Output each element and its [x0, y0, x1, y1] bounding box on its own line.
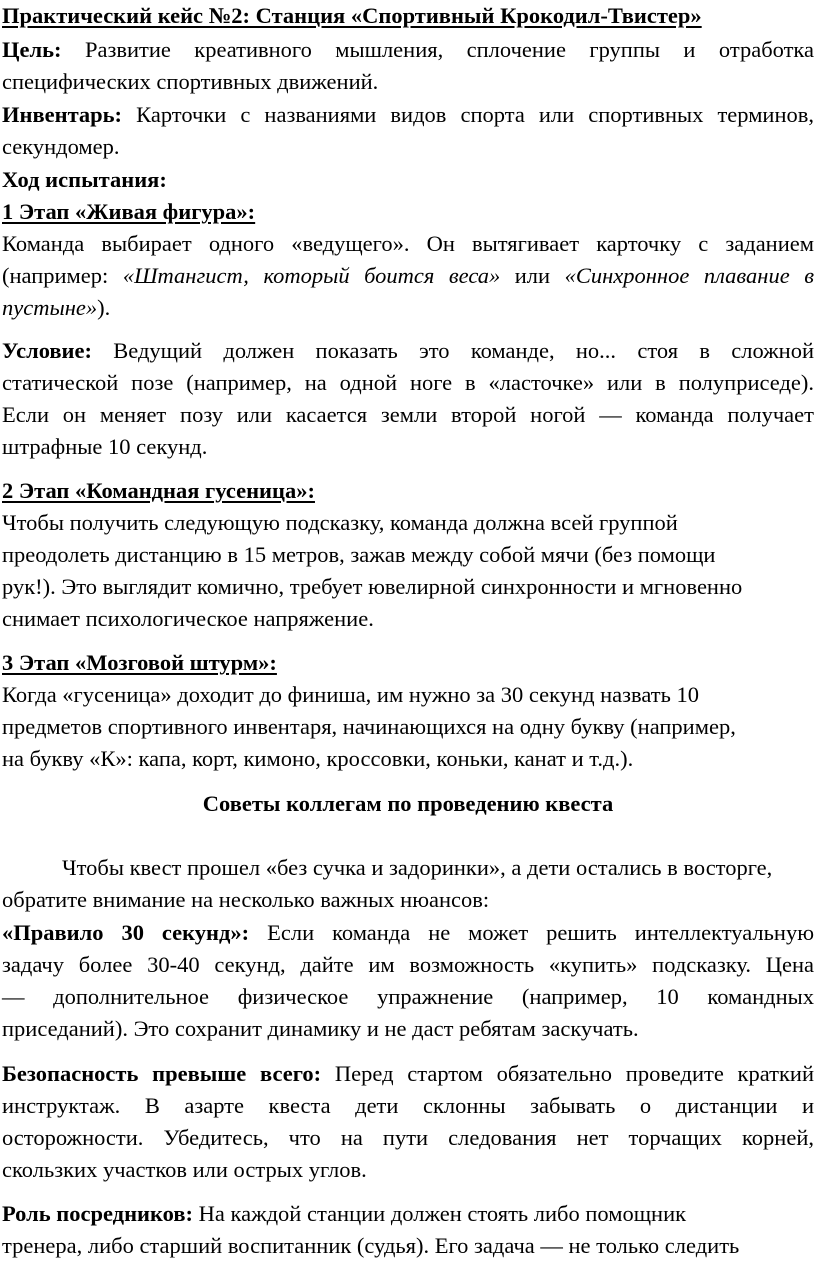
safety-text-2: инструктаж. В азарте квеста дети склонны забывать о дистанции и: [2, 1093, 814, 1118]
stage3-heading: 3 Этап «Мозговой штурм»:: [2, 650, 277, 675]
stage1-text-3: [2, 292, 814, 324]
mediators-label: Роль посредников:: [2, 1201, 193, 1226]
stage2-heading: 2 Этап «Командная гусеница»:: [2, 478, 315, 503]
stage2-text-1: Чтобы получить следующую подсказку, команда должна всей группой: [2, 510, 678, 535]
stage2-text-3: рук!). Это выглядит комично, требует ювелирной синхронности и мгновенно: [2, 574, 743, 599]
condition-text-2: статической позе (например, на одной ноге в «ласточке» или в полуприседе).: [2, 370, 814, 395]
inventory-text-1: Карточки с названиями видов спорта или спортивных терминов,: [136, 102, 815, 127]
stage3-text-1: Когда «гусеница» доходит до финиша, им нужно за 30 секунд назвать 10: [2, 682, 700, 707]
condition-line-1: [2, 335, 814, 367]
rule30-text-1: Если команда не может решить интеллектуальную: [267, 920, 815, 945]
stage3-text-2: предметов спортивного инвентаря, начинающихся на одну букву (например,: [2, 714, 736, 739]
stage1-text-3-post: ).: [97, 295, 111, 320]
mediators-line-1: [2, 1198, 814, 1230]
stage2-text-4: снимает психологическое напряжение.: [2, 606, 374, 631]
condition-text-4: штрафные 10 секунд.: [2, 434, 208, 459]
process-heading: Ход испытания:: [2, 167, 167, 192]
stage1-text-2-pre: (например:: [2, 263, 123, 288]
stage1-example-1: «Штангист, который боится веса»: [122, 263, 501, 288]
advice-intro-2: обратите внимание на несколько важных нюансов:: [2, 887, 490, 912]
condition-text-3: Если он меняет позу или касается земли второй ногой — команда получает: [2, 402, 814, 427]
inventory-paragraph-line-1: [2, 99, 814, 131]
safety-text-4: скользких участков или острых углов.: [2, 1157, 367, 1182]
stage1-text-2: [2, 260, 814, 292]
safety-text-3: осторожности. Убедитесь, что на пути следования нет торчащих корней,: [2, 1125, 814, 1150]
rule30-label: «Правило 30 секунд»:: [2, 920, 250, 945]
inventory-text-2: секундомер.: [2, 134, 120, 159]
case-title: Практический кейс №2: Станция «Спортивный Крокодил-Твистер»: [2, 3, 702, 28]
stage1-heading: 1 Этап «Живая фигура»:: [2, 199, 256, 224]
rule30-text-2: задачу более 30-40 секунд, дайте им возможность «купить» подсказку. Цена: [2, 952, 814, 977]
stage1-example-2-end: пустыне»: [2, 295, 98, 320]
goal-text-2: специфических спортивных движений.: [2, 69, 379, 94]
stage3-text-3: на букву «К»: капа, корт, кимоно, кроссовки, коньки, канат и т.д.).: [2, 746, 634, 771]
condition-text-1: Ведущий должен показать это команде, но... стоя в сложной: [113, 338, 815, 363]
goal-paragraph-line-1: [2, 34, 814, 66]
safety-text-1: Перед стартом обязательно проведите краткий: [334, 1061, 814, 1086]
safety-line-1: [2, 1058, 814, 1090]
stage1-text-2-mid: или: [500, 263, 565, 288]
advice-heading: Советы коллегам по проведению квеста: [202, 791, 614, 816]
goal-text-1: Развитие креативного мышления, сплочение группы и отработка: [84, 37, 815, 62]
rule30-line-1: [2, 917, 814, 949]
goal-label: Цель:: [2, 37, 62, 62]
mediators-text-1: На каждой станции должен стоять либо помощник: [198, 1201, 687, 1226]
safety-label: Безопасность превыше всего:: [2, 1061, 322, 1086]
advice-intro-1: Чтобы квест прошел «без сучка и задоринки», а дети остались в восторге,: [62, 855, 773, 880]
stage1-text-1: Команда выбирает одного «ведущего». Он вытягивает карточку с заданием: [2, 231, 814, 256]
mediators-text-2: тренера, либо старший воспитанник (судья). Его задача — не только следить: [2, 1233, 740, 1258]
stage1-example-2: «Синхронное плавание в: [564, 263, 814, 288]
inventory-label: Инвентарь:: [2, 102, 123, 127]
rule30-text-3: — дополнительное физическое упражнение (например, 10 командных: [2, 984, 814, 1009]
condition-label: Условие:: [2, 338, 92, 363]
stage2-text-2: преодолеть дистанцию в 15 метров, зажав между собой мячи (без помощи: [2, 542, 716, 567]
rule30-text-4: приседаний). Это сохранит динамику и не даст ребятам заскучать.: [2, 1016, 639, 1041]
